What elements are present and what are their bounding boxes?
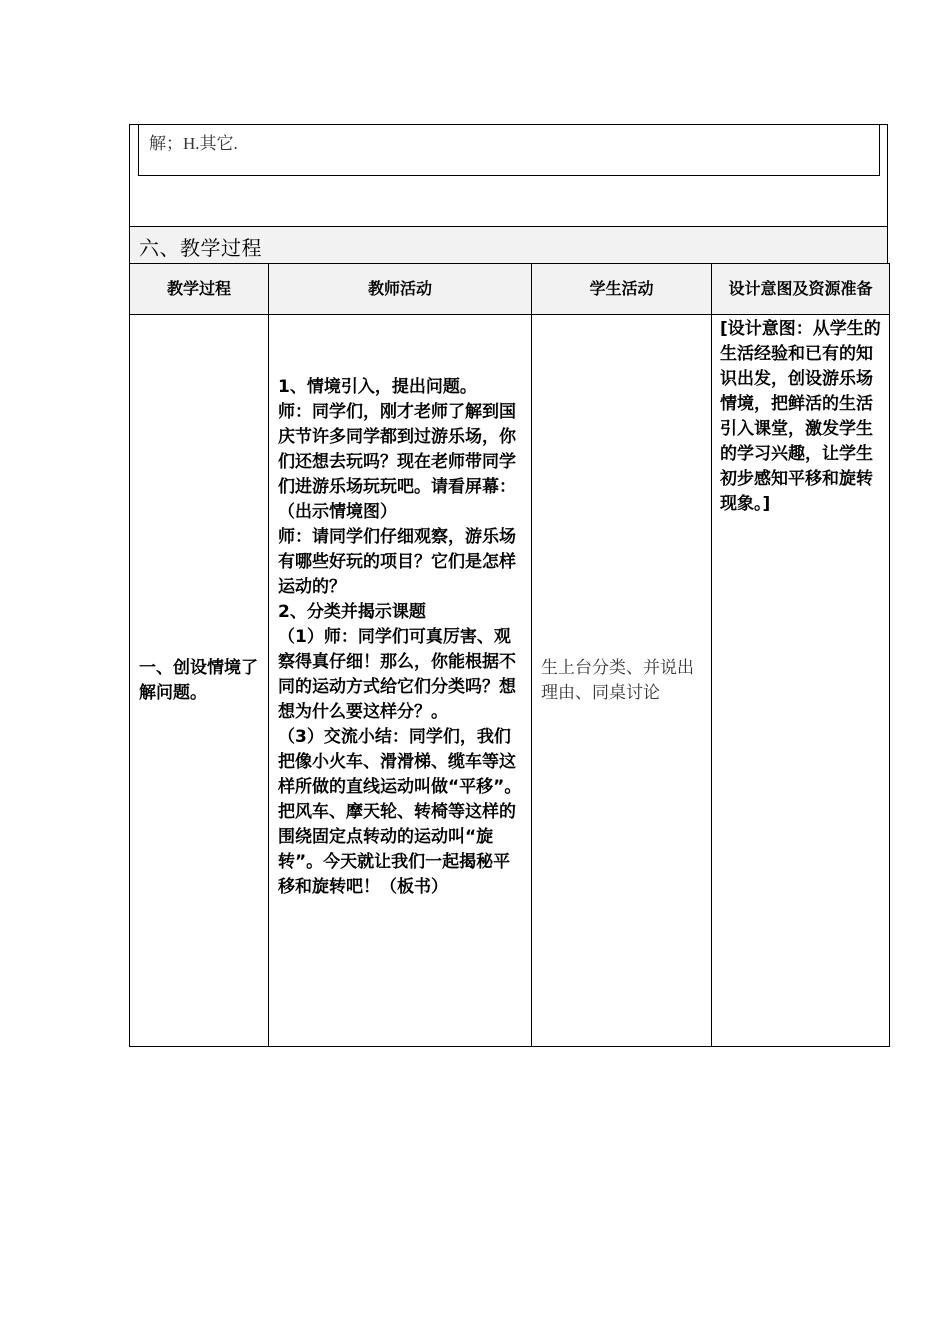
previous-section-box [138, 125, 880, 176]
header-stage: 教学过程 [130, 264, 269, 315]
design-intent-text: [设计意图：从学生的生活经验和已有的知识出发，创设游乐场情境，把鲜活的生活引入课堂，激发学生的学习兴趣，让学生初步感知平移和旋转现象。] [720, 319, 881, 514]
section-header [129, 226, 888, 264]
previous-section-frame [129, 124, 888, 226]
teacher-line: （3）交流小结：同学们，我们把像小火车、滑滑梯、缆车等这样所做的直线运动叫做“平移”。把风车、摩天轮、转椅等这样的围绕固定点转动的运动叫“旋转”。今天就让我们一起揭秘平移和旋转吧！（板书） [278, 727, 522, 897]
student-activity-cell: 生上台分类、并说出理由、同桌讨论 [532, 315, 712, 1047]
table-row [130, 315, 890, 1047]
teacher-line: 1、情境引入，提出问题。 [278, 377, 477, 397]
header-teacher-activity: 教师活动 [269, 264, 532, 315]
stage-cell: 一、创设情境了解问题。 [130, 315, 269, 1047]
design-intent-cell [712, 315, 890, 1047]
table-header-row [130, 264, 890, 315]
header-student-activity: 学生活动 [532, 264, 712, 315]
teacher-activity-cell [269, 315, 532, 1047]
teacher-line: 师：请同学们仔细观察，游乐场有哪些好玩的项目？它们是怎样运动的？ [278, 527, 516, 597]
teacher-line: 师：同学们，刚才老师了解到国庆节许多同学都到过游乐场，你们还想去玩吗？现在老师带同学们进游乐场玩玩吧。请看屏幕：（出示情境图） [278, 402, 516, 522]
teaching-process-table [129, 263, 890, 1047]
section-title: 六、教学过程 [139, 236, 262, 260]
previous-section-tail-text: 解；H.其它. [149, 134, 238, 153]
teacher-line: （1）师：同学们可真厉害、观察得真仔细！那么，你能根据不同的运动方式给它们分类吗？想想为什么要这样分？。 [278, 627, 516, 722]
teacher-line: 2、分类并揭示课题 [278, 602, 426, 622]
header-design-intent: 设计意图及资源准备 [712, 264, 890, 315]
